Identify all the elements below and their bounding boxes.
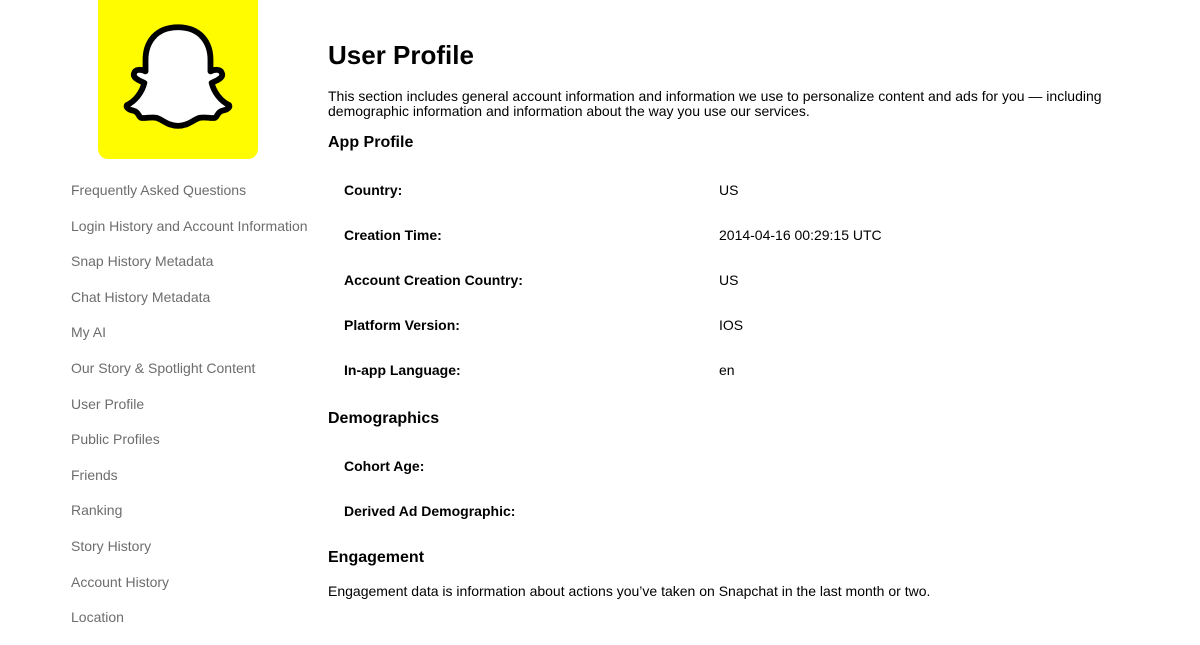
derived-ad-demographic-label: Derived Ad Demographic: [344, 503, 516, 519]
sidebar-nav [71, 182, 308, 645]
platform-version-label: Platform Version: [344, 317, 460, 333]
creation-time-row [344, 227, 1044, 245]
sidebar-item-chat-history[interactable]: Chat History Metadata [71, 288, 211, 305]
platform-version-row [344, 317, 1044, 335]
sidebar-item-login-history[interactable]: Login History and Account Information [71, 217, 308, 234]
derived-ad-demographic-row [344, 503, 1044, 521]
account-creation-country-value: US [719, 272, 739, 288]
demographics-heading: Demographics [328, 410, 440, 427]
sidebar-item-ranking[interactable]: Ranking [71, 502, 123, 519]
country-label: Country: [344, 182, 403, 198]
sidebar-item-our-story[interactable]: Our Story & Spotlight Content [71, 359, 256, 376]
sidebar-item-location[interactable]: Location [71, 609, 124, 626]
in-app-language-value: en [719, 362, 735, 378]
country-row [344, 182, 1044, 200]
engagement-description: Engagement data is information about actions you’ve taken on Snapchat in the last month or two. [328, 583, 931, 599]
in-app-language-row [344, 362, 1044, 380]
sidebar-item-snap-history[interactable]: Snap History Metadata [71, 253, 214, 270]
account-creation-country-row [344, 272, 1044, 290]
sidebar-item-user-profile[interactable]: User Profile [71, 395, 145, 412]
sidebar-item-story-history[interactable]: Story History [71, 537, 152, 554]
sidebar-item-friends[interactable]: Friends [71, 466, 118, 483]
engagement-heading: Engagement [328, 549, 425, 566]
ghost-icon [120, 18, 236, 134]
sidebar [0, 0, 310, 630]
country-value: US [719, 182, 739, 198]
sidebar-item-public-profiles[interactable]: Public Profiles [71, 431, 160, 448]
cohort-age-label: Cohort Age: [344, 458, 425, 474]
cohort-age-row [344, 458, 1044, 476]
platform-version-value: IOS [719, 317, 744, 333]
intro-text: This section includes general account information and information we use to personalize content and ads for you — including demographic information and information about the way you use our services. [328, 88, 1102, 119]
account-creation-country-label: Account Creation Country: [344, 272, 523, 288]
page-title: User Profile [328, 40, 474, 70]
sidebar-item-faq[interactable]: Frequently Asked Questions [71, 182, 247, 198]
creation-time-value: 2014-04-16 00:29:15 UTC [719, 227, 882, 243]
sidebar-item-account-history[interactable]: Account History [71, 573, 170, 590]
snapchat-logo [98, 0, 258, 159]
sidebar-item-my-ai[interactable]: My AI [71, 324, 107, 341]
creation-time-label: Creation Time: [344, 227, 442, 243]
app-profile-heading: App Profile [328, 134, 414, 151]
in-app-language-label: In-app Language: [344, 362, 461, 378]
